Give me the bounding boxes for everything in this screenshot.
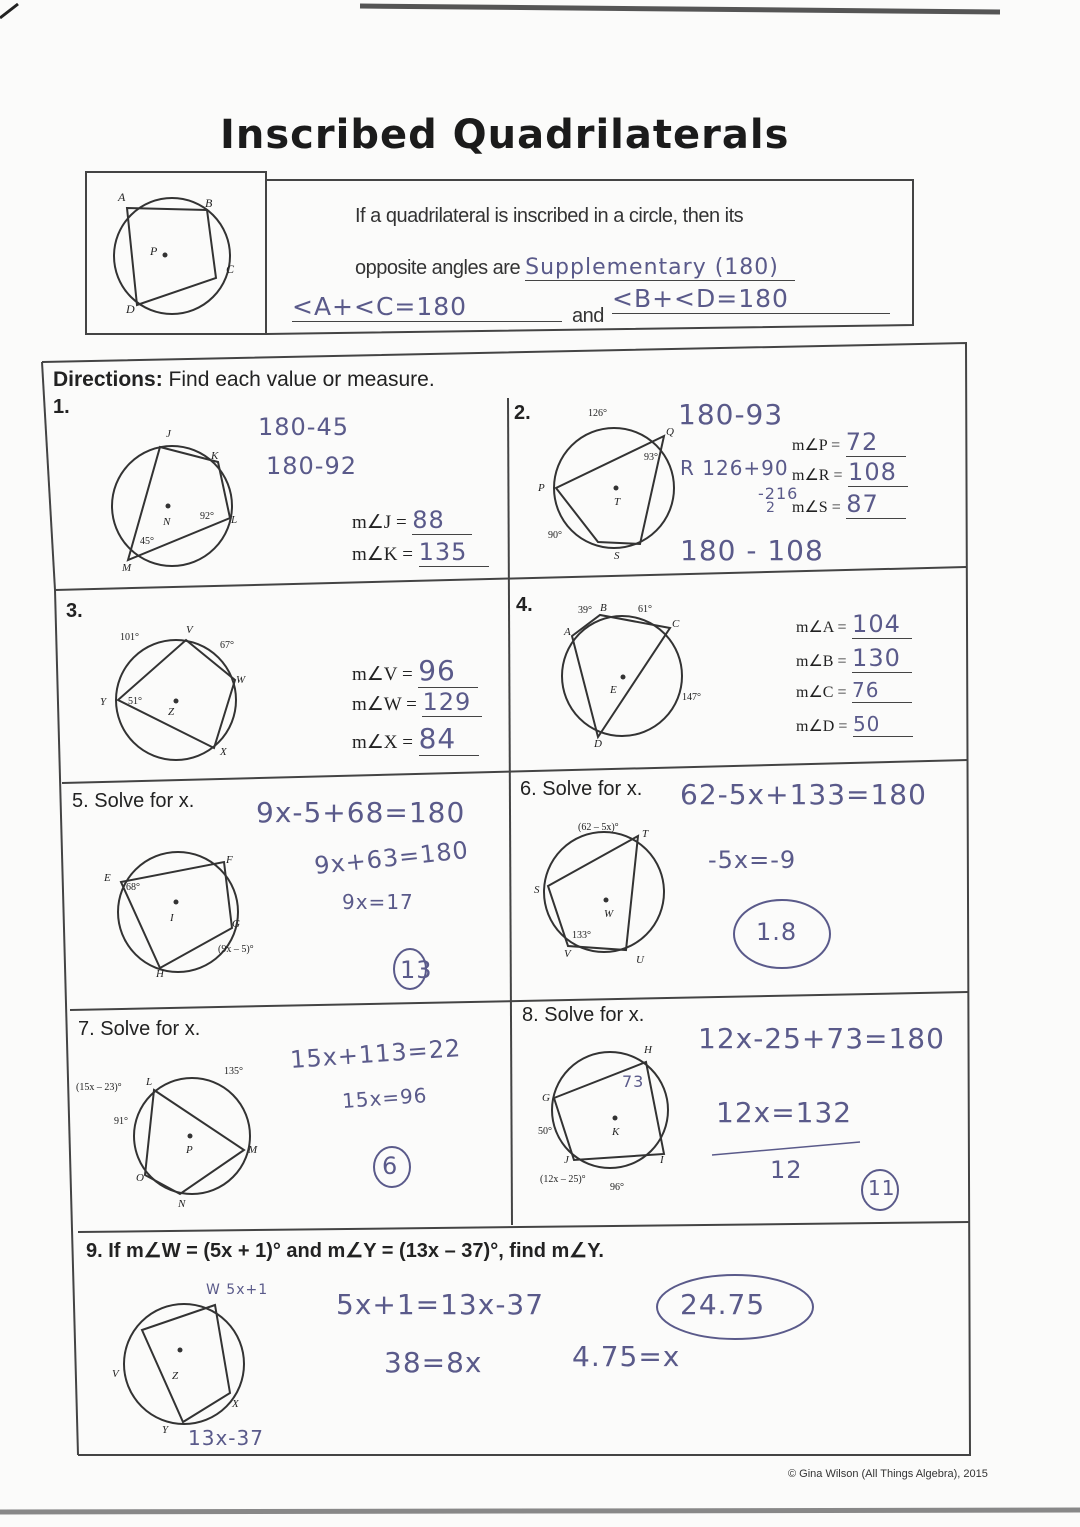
p7-label-l: L bbox=[146, 1076, 153, 1088]
p6-label-w: W bbox=[604, 908, 614, 920]
p5-label-i: I bbox=[170, 912, 174, 924]
theorem-circle-figure bbox=[114, 198, 230, 314]
p4-label-b: B bbox=[600, 602, 607, 614]
p9-work-2: 38=8x bbox=[384, 1346, 483, 1379]
problem-1-figure bbox=[112, 446, 232, 566]
p2-label-s: S bbox=[614, 550, 620, 562]
p6-label-u: U bbox=[636, 954, 644, 966]
theorem-line-1: If a quadrilateral is inscribed in a circle, then its bbox=[355, 205, 744, 227]
p4-row-3: m∠C = 76 bbox=[796, 678, 912, 703]
problem-9-figure bbox=[124, 1304, 244, 1424]
problem-1-number: 1. bbox=[53, 396, 70, 418]
problem-7-figure bbox=[134, 1078, 250, 1194]
theorem-line-2: opposite angles are Supplementary (180) bbox=[355, 255, 795, 281]
problem-5-title: 5. Solve for x. bbox=[72, 790, 195, 812]
p5-label-h: H bbox=[156, 968, 164, 980]
p4-label-e: E bbox=[610, 684, 617, 696]
problem-7-title: 7. Solve for x. bbox=[78, 1018, 201, 1040]
problem-6-figure bbox=[544, 832, 664, 952]
theorem-line-3-left: <A+<C=180 bbox=[292, 292, 562, 322]
p2-row-2: m∠R = 108 bbox=[792, 458, 908, 487]
p5-work-3: 9x=17 bbox=[342, 890, 414, 914]
problem-6-title: 6. Solve for x. bbox=[520, 778, 643, 800]
page-title: Inscribed Quadrilaterals bbox=[220, 112, 790, 158]
problem-9-title: 9. If m∠W = (5x + 1)° and m∠Y = (13x – 37)°, find m∠Y. bbox=[86, 1240, 604, 1262]
problem-4-figure bbox=[562, 615, 682, 737]
p7-label-o: O bbox=[136, 1172, 144, 1184]
problem-8-title: 8. Solve for x. bbox=[522, 1004, 645, 1026]
p9-label-y: Y bbox=[162, 1424, 169, 1436]
p7-answer: 6 bbox=[382, 1152, 399, 1180]
p3-row-2: m∠W = 129 bbox=[352, 688, 482, 717]
p6-arc-v: 133° bbox=[572, 930, 591, 941]
p2-work-5: 180 - 108 bbox=[680, 534, 824, 567]
p4-row-1: m∠A = 104 bbox=[796, 610, 912, 639]
p3-label-y: Y bbox=[100, 696, 107, 708]
p5-work-1: 9x-5+68=180 bbox=[256, 796, 466, 829]
p2-label-p: P bbox=[538, 482, 545, 494]
p1-label-m: M bbox=[122, 562, 132, 574]
theorem-line-3-right: <B+<D=180 bbox=[612, 284, 890, 314]
p6-work-2: -5x=-9 bbox=[708, 846, 797, 874]
p8-label-h: H bbox=[644, 1044, 652, 1056]
p4-label-d: D bbox=[594, 738, 602, 750]
p8-work-1: 12x-25+73=180 bbox=[698, 1022, 945, 1055]
theorem-and: and bbox=[572, 305, 604, 327]
problem-4-number: 4. bbox=[516, 594, 533, 616]
p9-answer: 24.75 bbox=[680, 1288, 766, 1321]
p5-angle-e: 68° bbox=[126, 882, 140, 893]
p1-row-2: m∠K = 135 bbox=[352, 538, 489, 567]
p5-label-g: G bbox=[232, 918, 240, 930]
p2-arc-right: 93° bbox=[644, 452, 658, 463]
label-d: D bbox=[126, 302, 135, 316]
p9-note-y: 13x-37 bbox=[188, 1426, 264, 1450]
problem-2-number: 2. bbox=[514, 402, 531, 424]
p1-row-1: m∠J = 88 bbox=[352, 506, 472, 535]
p3-row-1: m∠V = 96 bbox=[352, 654, 478, 688]
p9-note-w: W 5x+1 bbox=[206, 1282, 269, 1298]
p9-label-z: Z bbox=[172, 1370, 179, 1382]
p1-label-k: K bbox=[211, 450, 219, 462]
problem-8-figure bbox=[552, 1052, 668, 1168]
p8-angle-j: (12x – 25)° bbox=[540, 1174, 586, 1185]
p3-label-x: X bbox=[220, 746, 227, 758]
p8-label-j: J bbox=[564, 1154, 569, 1166]
p1-work-1: 180-45 bbox=[258, 413, 350, 441]
p2-work-3: -216 bbox=[758, 484, 799, 503]
p9-label-v: V bbox=[112, 1368, 119, 1380]
label-a: A bbox=[118, 190, 126, 204]
p8-label-g: G bbox=[542, 1092, 550, 1104]
p2-label-q: Q bbox=[666, 426, 674, 438]
p2-row-1: m∠P = 72 bbox=[792, 428, 906, 457]
p4-arc-ab: 39° bbox=[578, 605, 592, 616]
p6-label-t: T bbox=[642, 828, 649, 840]
p2-arc-top: 126° bbox=[588, 408, 607, 419]
p3-arc-top-right: 67° bbox=[220, 640, 234, 651]
p5-angle-g: (9x – 5)° bbox=[218, 944, 254, 955]
p7-label-m: M bbox=[248, 1144, 258, 1156]
theorem-answer: Supplementary (180) bbox=[525, 255, 795, 281]
p4-label-a: A bbox=[564, 626, 571, 638]
p7-arc-right: 135° bbox=[224, 1066, 243, 1077]
p8-work-2: 12x=132 bbox=[716, 1096, 853, 1129]
p1-label-l: L bbox=[231, 514, 238, 526]
theorem-figure-box bbox=[86, 172, 266, 334]
p1-label-j: J bbox=[166, 428, 171, 440]
copyright-footer: © Gina Wilson (All Things Algebra), 2015 bbox=[788, 1468, 988, 1480]
p3-label-v: V bbox=[186, 624, 193, 636]
p1-angle-m: 45° bbox=[140, 536, 154, 547]
p4-row-2: m∠B = 130 bbox=[796, 644, 912, 673]
p9-work-3: 4.75=x bbox=[572, 1340, 681, 1373]
label-p: P bbox=[150, 244, 158, 258]
p8-answer: 11 bbox=[868, 1176, 896, 1200]
p2-label-t: T bbox=[614, 496, 621, 508]
p7-label-n: N bbox=[178, 1198, 186, 1210]
p4-row-4: m∠D = 50 bbox=[796, 712, 913, 737]
p2-work-4: 2 bbox=[766, 500, 776, 516]
problem-2-figure bbox=[554, 428, 674, 548]
p5-label-e: E bbox=[104, 872, 111, 884]
p7-work-1: 15x+113=22 bbox=[289, 1034, 463, 1074]
p3-label-w: W bbox=[236, 674, 246, 686]
p3-angle-y: 51° bbox=[128, 696, 142, 707]
p4-label-c: C bbox=[672, 618, 680, 630]
p1-label-n: N bbox=[163, 516, 171, 528]
p2-arc-left: 90° bbox=[548, 530, 562, 541]
p5-label-f: F bbox=[226, 854, 233, 866]
p7-work-2: 15x=96 bbox=[341, 1083, 429, 1113]
p3-label-z: Z bbox=[168, 706, 175, 718]
p5-answer: 13 bbox=[400, 956, 433, 984]
p8-work-3: 12 bbox=[770, 1156, 803, 1184]
p6-arc-t: (62 – 5x)° bbox=[578, 822, 619, 833]
p2-work-2: R 126+90 bbox=[680, 456, 789, 480]
problem-3-number: 3. bbox=[66, 600, 83, 622]
p8-note-h: 73 bbox=[622, 1072, 645, 1091]
p6-work-1: 62-5x+133=180 bbox=[680, 778, 927, 811]
p5-work-2: 9x+63=180 bbox=[312, 835, 471, 881]
p6-label-v: V bbox=[564, 948, 571, 960]
p8-arc-bottom: 96° bbox=[610, 1182, 624, 1193]
p2-row-3: m∠S = 87 bbox=[792, 490, 906, 519]
p8-label-i: I bbox=[660, 1154, 664, 1166]
p4-arc-bc: 61° bbox=[638, 604, 652, 615]
p9-label-x: X bbox=[232, 1398, 239, 1410]
p8-label-k: K bbox=[612, 1126, 620, 1138]
p8-arc-g: 50° bbox=[538, 1126, 552, 1137]
p3-arc-top-left: 101° bbox=[120, 632, 139, 643]
p7-label-p: P bbox=[186, 1144, 193, 1156]
p1-work-2: 180-92 bbox=[266, 452, 358, 480]
label-c: C bbox=[226, 262, 235, 276]
p3-row-3: m∠X = 84 bbox=[352, 722, 479, 756]
p2-work-1: 180-93 bbox=[678, 398, 784, 431]
p9-work-1: 5x+1=13x-37 bbox=[336, 1288, 545, 1321]
p7-angle-l: (15x – 23)° bbox=[76, 1082, 122, 1093]
p7-arc-left: 91° bbox=[114, 1116, 128, 1127]
p6-label-s: S bbox=[534, 884, 540, 896]
p1-angle-l: 92° bbox=[200, 511, 214, 522]
p6-answer: 1.8 bbox=[756, 918, 798, 946]
p4-arc-cd: 147° bbox=[682, 692, 701, 703]
label-b: B bbox=[205, 196, 213, 210]
directions: Directions: Find each value or measure. bbox=[53, 368, 435, 391]
